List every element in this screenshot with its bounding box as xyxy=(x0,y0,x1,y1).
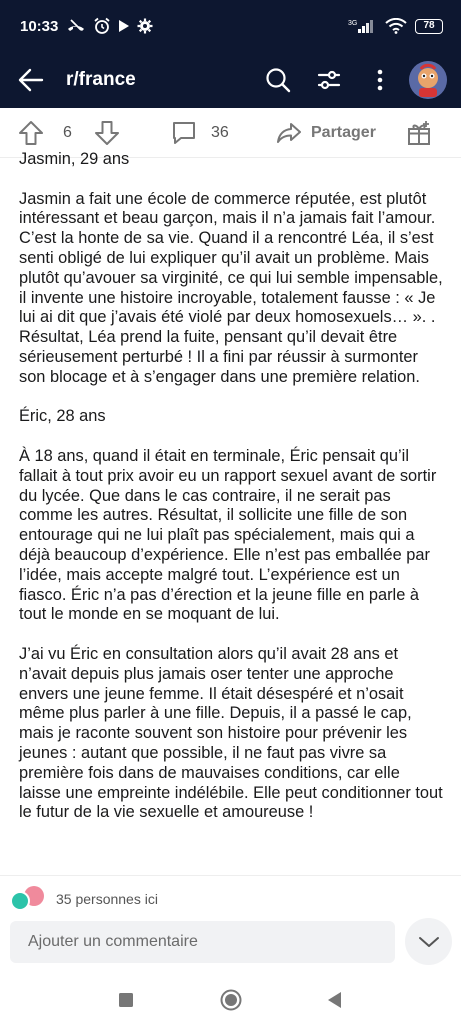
recent-apps-icon[interactable] xyxy=(111,985,141,1015)
comment-footer xyxy=(0,875,461,975)
settings-gear-icon xyxy=(137,18,153,34)
app-bar xyxy=(0,52,461,108)
more-vert-icon[interactable] xyxy=(365,65,395,95)
post-body xyxy=(19,150,445,843)
system-nav-bar xyxy=(0,975,461,1024)
subreddit-title[interactable]: r/france xyxy=(66,69,136,90)
wifi-icon xyxy=(385,18,407,34)
viewer-avatar xyxy=(10,891,30,911)
paragraph-heading-eric: Éric, 28 ans xyxy=(19,407,106,426)
paragraph-eric-story: À 18 ans, quand il était en terminale, Éric pensait qu’il fallait à tout prix avoir eu un rapport sexuel avant de sortir du lycée. Que dans le cas contraire, il ne serait pas comme les autres. Résultat, il sollicite une fille de son entourage qui ne lui plaît pas spécialement, mais qui a déjà beaucoup d’expérience. Elle n’est pas emballée par l’idée, mais accepte malgré tout. L’expérience est un fiasco. Éric n’a pas d’érection et la jeune fille en parle à tout le monde en se moquant de lui. xyxy=(19,446,437,624)
play-store-icon xyxy=(118,19,130,33)
signal-icon xyxy=(347,18,377,34)
avatar[interactable] xyxy=(409,61,447,99)
status-bar xyxy=(0,0,461,52)
viewers-count: 35 personnes ici xyxy=(56,891,158,907)
missed-call-icon xyxy=(66,18,86,34)
sort-filter-icon[interactable] xyxy=(314,65,344,95)
paragraph-jasmin-story: Jasmin a fait une école de commerce réputée, est plutôt intéressant et beau garçon, mais il n’a jamais fait l’amour. C’est la honte de sa vie. Quand il a rencontré Léa, il s’est senti obligé de lui expliquer qu’il avait un problème. Mais plutôt qu’avouer sa virginité, ce qui lui semble impensable, il invente une histoire incroyable, totalement fausse : « Je lui ai dit que j’avais été violé par deux homosexuels… ». . Résultat, Léa prend la fuite, pensant qu’il devait être sérieusement perturbé ! Il a fini par réussir à surmonter son blocage et à s’engager dans une première relation. xyxy=(19,189,443,386)
paragraph-eric-consultation: J’ai vu Éric en consultation alors qu’il avait 28 ans et n’avait depuis plus jamais oser tenter une approche envers une jeune femme. Il était désespéré et n’osait même plus parler à une fille. Depuis, il a passé le cap, mais je raconte souvent son histoire pour prévenir les jeunes : autant que possible, il ne faut pas vivre sa première fois dans de mauvaises conditions, car elle laisse une empreinte indélébile. Elle peut conditionner tout le futur de la vie sexuelle et amoureuse ! xyxy=(19,644,443,822)
back-nav-icon[interactable] xyxy=(319,985,349,1015)
paragraph-heading-jasmin: Jasmin, 29 ans xyxy=(19,150,130,168)
status-notification-icons xyxy=(66,17,153,35)
vote-count: 6 xyxy=(63,124,72,141)
viewers-indicator xyxy=(10,886,158,912)
network-type-label: 3G xyxy=(348,20,358,27)
comment-count[interactable]: 36 xyxy=(211,124,229,141)
chevron-down-icon xyxy=(418,935,440,949)
back-arrow-icon[interactable] xyxy=(18,65,48,95)
search-icon[interactable] xyxy=(263,65,293,95)
comment-input[interactable]: Ajouter un commentaire xyxy=(10,921,395,963)
scroll-down-button[interactable] xyxy=(405,918,452,965)
share-label[interactable]: Partager xyxy=(311,124,376,141)
alarm-icon xyxy=(93,17,111,35)
home-icon[interactable] xyxy=(216,985,246,1015)
status-time: 10:33 xyxy=(20,17,59,35)
battery-indicator: 78 xyxy=(415,19,443,34)
viewer-avatars xyxy=(10,886,50,912)
